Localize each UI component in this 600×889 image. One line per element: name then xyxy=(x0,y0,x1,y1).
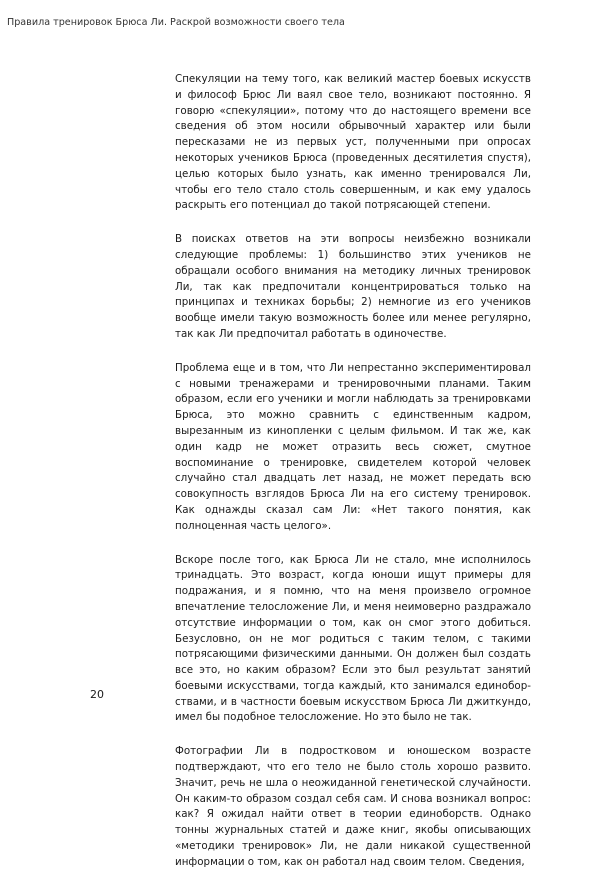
page-number: 20 xyxy=(90,688,104,701)
paragraph: В поисках ответов на эти вопросы неизбежно возникали следующие проблемы: 1) большинство этих учеников не обращали особого внимания на методику личных тренировок Ли, так как предпочитали концентрироваться только на принципах и техниках борьбы; 2) немногие из его учеников вообще имели такую возможность более или менее регулярно, так как Ли предпочитал работать в одиночестве. xyxy=(175,233,531,340)
paragraph: Проблема еще и в том, что Ли непрестанно экспериментировал с новыми тренажерами и тренировочными планами. Таким образом, если его ученики и могли наблюдать за тренировками Брюса, это можно сравнить с единственным кадром, вырезанным из кинопленки с целым фильмом. И так же, как один кадр не может отразить весь сюжет, смутное воспоминание о тренировке, свидетелем которой человек случайно стал двадцать лет назад, не может передать всю совокупность взглядов Брюса Ли на его систему тренировок. Как однажды сказал сам Ли: «Нет такого понятия, как полноценная часть целого». xyxy=(175,361,531,532)
running-head: Правила тренировок Брюса Ли. Раскрой возможности своего тела xyxy=(7,17,345,28)
paragraph: Фотографии Ли в подростковом и юношеском возрасте подтверждают, что его тело не было столь хорошо развито. Значит, речь не шла о неожиданной генетической случайности. Он каким-то образом создал себя сам. И снова возникал вопрос: как? Я ожидал найти ответ в теории единоборств. Однако тонны журнальных статей и даже книг, якобы описывающих «методики тренировок» Ли, не дали никакой существенной информации о том, как он работал над своим телом. Сведения, xyxy=(175,745,531,868)
paragraph: Спекуляции на тему того, как великий мастер боевых искусств и философ Брюс Ли ваял свое тело, возникают постоянно. Я говорю «спекуляции», потому что до настоящего времени все сведения об этом носили обрывочный характер или были пересказами не из первых уст, полученными при опросах некоторых учеников Брюса (проведенных десятилетия спустя), целью которых было узнать, как именно тренировался Ли, чтобы его тело стало столь совершенным, и как ему удалось раскрыть его потенциал до такой потрясающей степени. xyxy=(175,73,531,212)
paragraph: Вскоре после того, как Брюса Ли не стало, мне исполнилось тринадцать. Это возраст, когда юноши ищут примеры для подражания, и я помню, что на меня произвело огромное впечатление телосложение Ли, и меня неимоверно раздражало отсутствие информации о том, как он смог этого добиться. Безусловно, он не мог родиться с таким телом, с такими потрясающими физическими данными. Он должен был создать все это, но каким образом? Если это был результат занятий боевыми искусствами, тогда каждый, кто занимался единоборствами, и в частности боевым искусством Брюса Ли джиткундо, имел бы подобное телосложение. Но это было не так. xyxy=(175,553,531,724)
body-text xyxy=(175,72,531,889)
